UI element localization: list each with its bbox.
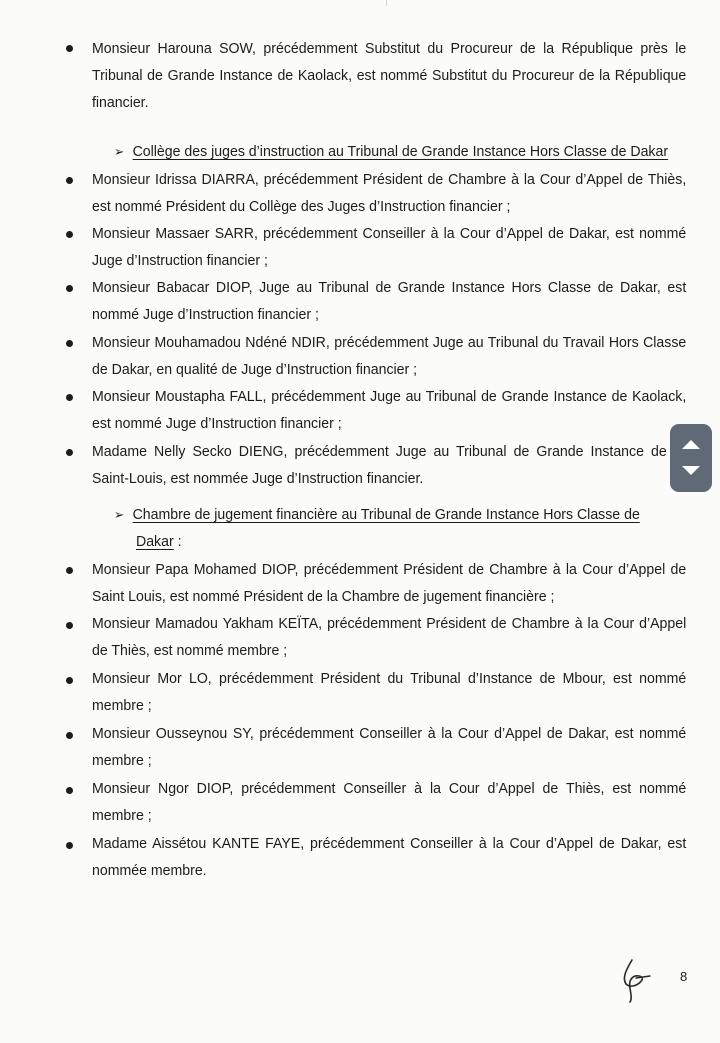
bullet-icon: [66, 177, 73, 184]
bullet-icon: [66, 45, 73, 52]
item-text: Monsieur Papa Mohamed DIOP, précédemment Président de Chambre à la Cour d’Appel de Saint Louis, est nommé Président de la Chambre de jugement financière ;: [92, 561, 687, 605]
bullet-icon: [66, 231, 73, 238]
chevron-up-icon[interactable]: [682, 440, 700, 449]
section-title: Collège des juges d’instruction au Tribunal de Grande Instance Hors Classe de Dakar: [132, 143, 669, 160]
bullet-icon: [66, 449, 73, 456]
item-text: Monsieur Mouhamadou Ndéné NDIR, précédemment Juge au Tribunal du Travail Hors Classe de Dakar, en qualité de Juge d’Instruction financier ;: [92, 334, 687, 378]
item-text: Madame Aissétou KANTE FAYE, précédemment Conseiller à la Cour d’Appel de Dakar, est nommée membre.: [92, 835, 687, 879]
signature-icon: [612, 956, 658, 1006]
item-text: Monsieur Massaer SARR, précédemment Conseiller à la Cour d’Appel de Dakar, est nommé Juge d’Instruction financier ;: [92, 225, 687, 269]
page-number: 8: [680, 969, 688, 984]
item-text: Monsieur Mor LO, précédemment Président du Tribunal d’Instance de Mbour, est nommé membre ;: [92, 670, 687, 714]
section-title-suffix: :: [173, 533, 182, 550]
bullet-icon: [66, 787, 73, 794]
item-text: Monsieur Mamadou Yakham KEÏTA, précédemment Président de Chambre à la Cour d’Appel de Thiès, est nommé membre ;: [92, 615, 687, 659]
section-heading: [114, 501, 689, 528]
item-text: Monsieur Ousseynou SY, précédemment Conseiller à la Cour d’Appel de Dakar, est nommé membre ;: [92, 725, 687, 769]
item-text: Monsieur Moustapha FALL, précédemment Juge au Tribunal de Grande Instance de Kaolack, est nommé Juge d’Instruction financier ;: [92, 388, 687, 432]
scroll-control[interactable]: [670, 424, 712, 492]
chevron-down-icon[interactable]: [682, 466, 700, 475]
bullet-icon: [66, 842, 73, 849]
bullet-icon: [66, 622, 73, 629]
item-text: Monsieur Harouna SOW, précédemment Substitut du Procureur de la République près le Tribunal de Grande Instance de Kaolack, est nommé Substitut du Procureur de la République financier.: [92, 40, 687, 111]
bullet-icon: [66, 394, 73, 401]
section-heading: [114, 138, 668, 165]
item-text: Monsieur Idrissa DIARRA, précédemment Président de Chambre à la Cour d’Appel de Thiès, est nommé Président du Collège des Juges d’Instruction financier ;: [92, 171, 687, 215]
arrow-bullet-icon: ➢: [114, 144, 125, 159]
item-text: Monsieur Ngor DIOP, précédemment Conseiller à la Cour d’Appel de Thiès, est nommé membre ;: [92, 780, 687, 824]
arrow-bullet-icon: ➢: [114, 507, 125, 522]
bullet-icon: [66, 285, 73, 292]
bullet-icon: [66, 340, 73, 347]
page-top-mark: [386, 0, 387, 6]
item-text: Madame Nelly Secko DIENG, précédemment Juge au Tribunal de Grande Instance de Saint-Louis, est nommée Juge d’Instruction financier.: [92, 443, 667, 487]
item-text: Monsieur Babacar DIOP, Juge au Tribunal de Grande Instance Hors Classe de Dakar, est nommé Juge d’Instruction financier ;: [92, 279, 687, 323]
bullet-icon: [66, 732, 73, 739]
section-title-continued: Dakar: [136, 533, 174, 550]
bullet-icon: [66, 567, 73, 574]
bullet-icon: [66, 677, 73, 684]
section-title: Chambre de jugement financière au Tribunal de Grande Instance Hors Classe de: [132, 506, 640, 523]
section-heading-continuation: [136, 528, 182, 555]
